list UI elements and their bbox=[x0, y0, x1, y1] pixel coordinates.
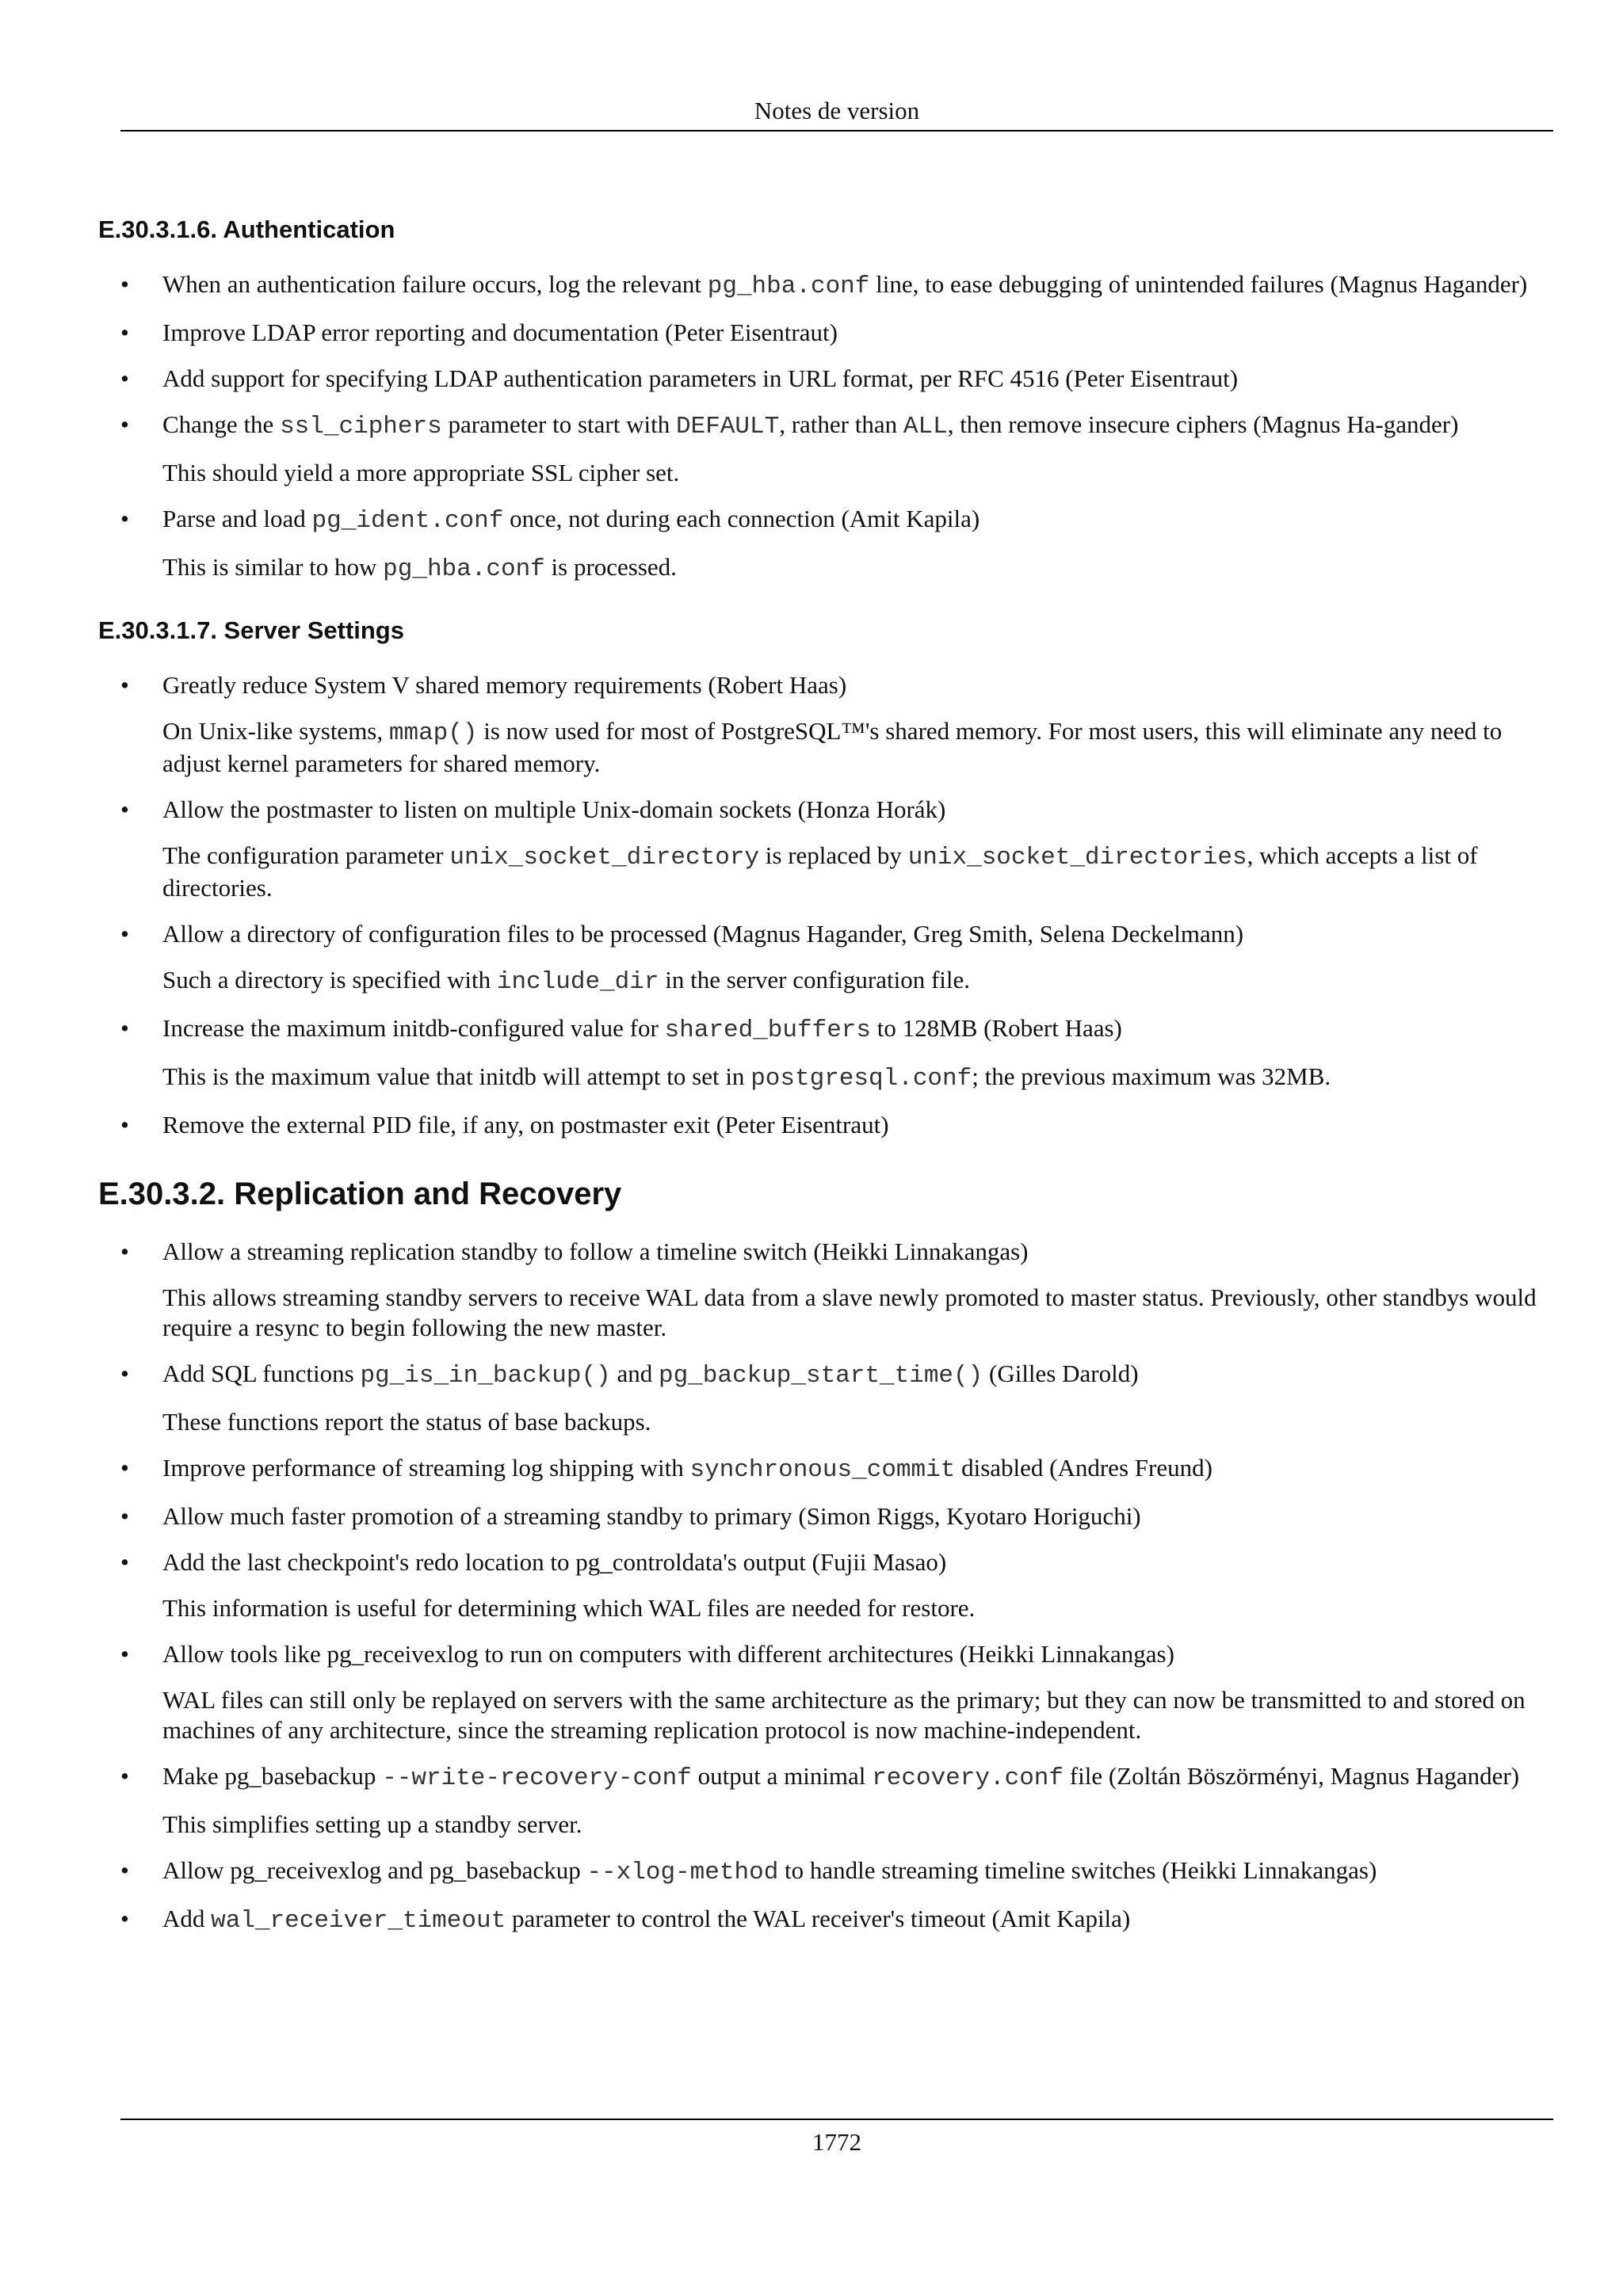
item-text bbox=[162, 1453, 1556, 1486]
text: Allow tools like pg_receivexlog to run on computers with different architectures (Heikki Linnakangas) bbox=[162, 1640, 1174, 1668]
text: Allow a directory of configuration files to be processed (Magnus Hagander, Greg Smith, Selena Deckelmann) bbox=[162, 920, 1244, 948]
code-term: unix_socket_directory bbox=[449, 844, 760, 871]
list-item bbox=[98, 269, 1556, 302]
code-term: --xlog-method bbox=[586, 1859, 779, 1886]
item-text bbox=[162, 1639, 1556, 1669]
item-text bbox=[162, 1501, 1556, 1531]
text: parameter to control the WAL receiver's timeout (Amit Kapila) bbox=[506, 1905, 1131, 1932]
list-item bbox=[98, 504, 1556, 585]
item-text bbox=[162, 1237, 1556, 1267]
text: Improve LDAP error reporting and documentation (Peter Eisentraut) bbox=[162, 318, 838, 346]
list-item bbox=[98, 919, 1556, 997]
item-note: This should yield a more appropriate SSL cipher set. bbox=[162, 459, 680, 486]
item-text bbox=[162, 1110, 1556, 1140]
code-term: wal_receiver_timeout bbox=[211, 1907, 506, 1935]
text: Change the bbox=[162, 410, 281, 438]
replication-list bbox=[98, 1237, 1556, 1936]
list-item bbox=[98, 1761, 1556, 1840]
list-item bbox=[98, 1639, 1556, 1745]
item-text bbox=[162, 1013, 1556, 1046]
list-item bbox=[98, 1501, 1556, 1531]
item-text bbox=[162, 670, 1556, 700]
code-term: pg_is_in_backup() bbox=[360, 1362, 611, 1390]
code-term: unix_socket_directories bbox=[907, 844, 1247, 871]
text: Such a directory is specified with bbox=[162, 966, 497, 994]
text: is replaced by bbox=[759, 841, 908, 869]
item-text bbox=[162, 1855, 1556, 1888]
text: This is similar to how bbox=[162, 553, 384, 581]
text: Allow much faster promotion of a streaming standby to primary (Simon Riggs, Kyotaro Horiguchi) bbox=[162, 1502, 1141, 1530]
item-text bbox=[162, 795, 1556, 825]
text: Allow a streaming replication standby to follow a timeline switch (Heikki Linnakangas) bbox=[162, 1238, 1029, 1265]
list-item bbox=[98, 1453, 1556, 1486]
text: , then remove insecure ciphers (Magnus Ha-gander) bbox=[947, 410, 1459, 438]
item-text bbox=[162, 919, 1556, 949]
item-text bbox=[162, 318, 1556, 348]
code-term: ssl_ciphers bbox=[280, 413, 442, 441]
code-term: include_dir bbox=[496, 968, 659, 996]
code-term: pg_ident.conf bbox=[311, 507, 504, 535]
code-term: shared_buffers bbox=[664, 1016, 872, 1044]
list-item bbox=[98, 318, 1556, 348]
text: , rather than bbox=[779, 410, 903, 438]
text: ; the previous maximum was 32MB. bbox=[972, 1062, 1331, 1090]
code-term: pg_backup_start_time() bbox=[658, 1362, 983, 1390]
item-note bbox=[162, 841, 1556, 903]
item-text bbox=[162, 1359, 1556, 1391]
text: Allow the postmaster to listen on multiple Unix-domain sockets (Honza Horák) bbox=[162, 795, 946, 823]
text: line, to ease debugging of unintended failures (Magnus Hagander) bbox=[869, 270, 1528, 298]
text: Add support for specifying LDAP authentication parameters in URL format, per RFC 4516 (Peter Eisentraut) bbox=[162, 364, 1239, 392]
text: Add the last checkpoint's redo location to pg_controldata's output (Fujii Masao) bbox=[162, 1548, 947, 1576]
server-settings-list bbox=[98, 670, 1556, 1140]
code-term: recovery.conf bbox=[872, 1764, 1064, 1792]
item-text bbox=[162, 1761, 1556, 1794]
text: once, not during each connection (Amit Kapila) bbox=[503, 505, 980, 532]
section-heading-authentication: E.30.3.1.6. Authentication bbox=[98, 215, 395, 243]
text: is now used for most of PostgreSQL™'s shared memory. For most users, this will eliminate any need to adjust kernel parameters for shared memory. bbox=[162, 717, 1503, 777]
authentication-list bbox=[98, 269, 1556, 585]
text: On Unix-like systems, bbox=[162, 717, 389, 745]
item-note: WAL files can still only be replayed on servers with the same architecture as the primary; but they can now be transmitted to and stored on machines of any architecture, since the streaming replication protocol is now machine-independent. bbox=[162, 1686, 1526, 1744]
item-text bbox=[162, 1904, 1556, 1936]
list-item bbox=[98, 364, 1556, 394]
text: Add SQL functions bbox=[162, 1360, 361, 1387]
list-item bbox=[98, 670, 1556, 779]
item-note: These functions report the status of base backups. bbox=[162, 1408, 651, 1436]
item-note bbox=[162, 716, 1556, 779]
text: to 128MB (Robert Haas) bbox=[871, 1014, 1122, 1042]
item-note bbox=[162, 965, 1556, 997]
code-term: ALL bbox=[903, 413, 948, 441]
code-term: pg_hba.conf bbox=[383, 555, 545, 583]
item-text bbox=[162, 364, 1556, 394]
page-header: Notes de version bbox=[120, 93, 1553, 132]
text: Make pg_basebackup bbox=[162, 1762, 383, 1790]
item-text bbox=[162, 1547, 1556, 1577]
text: Remove the external PID file, if any, on postmaster exit (Peter Eisentraut) bbox=[162, 1111, 889, 1138]
text: , which accepts a list of directories. bbox=[162, 841, 1478, 902]
list-item bbox=[98, 410, 1556, 488]
text: When an authentication failure occurs, log the relevant bbox=[162, 270, 708, 298]
text: Add bbox=[162, 1905, 212, 1932]
text: Increase the maximum initdb-configured value for bbox=[162, 1014, 665, 1042]
item-note: This information is useful for determining which WAL files are needed for restore. bbox=[162, 1594, 976, 1622]
item-note: This allows streaming standby servers to receive WAL data from a slave newly promoted to master status. Previously, other standbys would require a resync to begin following the new master. bbox=[162, 1283, 1537, 1341]
section-heading-server-settings: E.30.3.1.7. Server Settings bbox=[98, 616, 404, 644]
list-item bbox=[98, 1547, 1556, 1623]
text: Improve performance of streaming log shipping with bbox=[162, 1454, 690, 1482]
code-term: mmap() bbox=[388, 719, 478, 747]
item-text bbox=[162, 410, 1556, 442]
code-term: pg_hba.conf bbox=[707, 273, 870, 300]
page-number: 1772 bbox=[120, 2119, 1553, 2160]
item-text bbox=[162, 269, 1556, 302]
item-note: This simplifies setting up a standby server. bbox=[162, 1810, 582, 1838]
text: and bbox=[610, 1360, 659, 1387]
list-item bbox=[98, 795, 1556, 903]
text: is processed. bbox=[544, 553, 677, 581]
text: file (Zoltán Böszörményi, Magnus Hagander) bbox=[1064, 1762, 1520, 1790]
item-note bbox=[162, 552, 1556, 585]
text: The configuration parameter bbox=[162, 841, 450, 869]
text: Parse and load bbox=[162, 505, 312, 532]
text: in the server configuration file. bbox=[659, 966, 971, 994]
list-item bbox=[98, 1237, 1556, 1343]
text: (Gilles Darold) bbox=[983, 1360, 1139, 1387]
code-term: synchronous_commit bbox=[689, 1456, 956, 1484]
code-term: --write-recovery-conf bbox=[382, 1764, 692, 1792]
item-note bbox=[162, 1062, 1556, 1094]
text: Greatly reduce System V shared memory requirements (Robert Haas) bbox=[162, 671, 847, 699]
code-term: postgresql.conf bbox=[750, 1065, 972, 1093]
text: disabled (Andres Freund) bbox=[955, 1454, 1212, 1482]
text: Allow pg_receivexlog and pg_basebackup bbox=[162, 1856, 587, 1884]
document-body bbox=[98, 214, 1556, 1966]
list-item bbox=[98, 1904, 1556, 1936]
text: to handle streaming timeline switches (Heikki Linnakangas) bbox=[778, 1856, 1377, 1884]
list-item bbox=[98, 1110, 1556, 1140]
item-text bbox=[162, 504, 1556, 536]
list-item bbox=[98, 1013, 1556, 1094]
list-item bbox=[98, 1855, 1556, 1888]
section-heading-replication: E.30.3.2. Replication and Recovery bbox=[98, 1177, 622, 1211]
text: This is the maximum value that initdb will attempt to set in bbox=[162, 1062, 751, 1090]
code-term: DEFAULT bbox=[675, 413, 780, 441]
list-item bbox=[98, 1359, 1556, 1437]
text: output a minimal bbox=[691, 1762, 873, 1790]
text: parameter to start with bbox=[441, 410, 676, 438]
